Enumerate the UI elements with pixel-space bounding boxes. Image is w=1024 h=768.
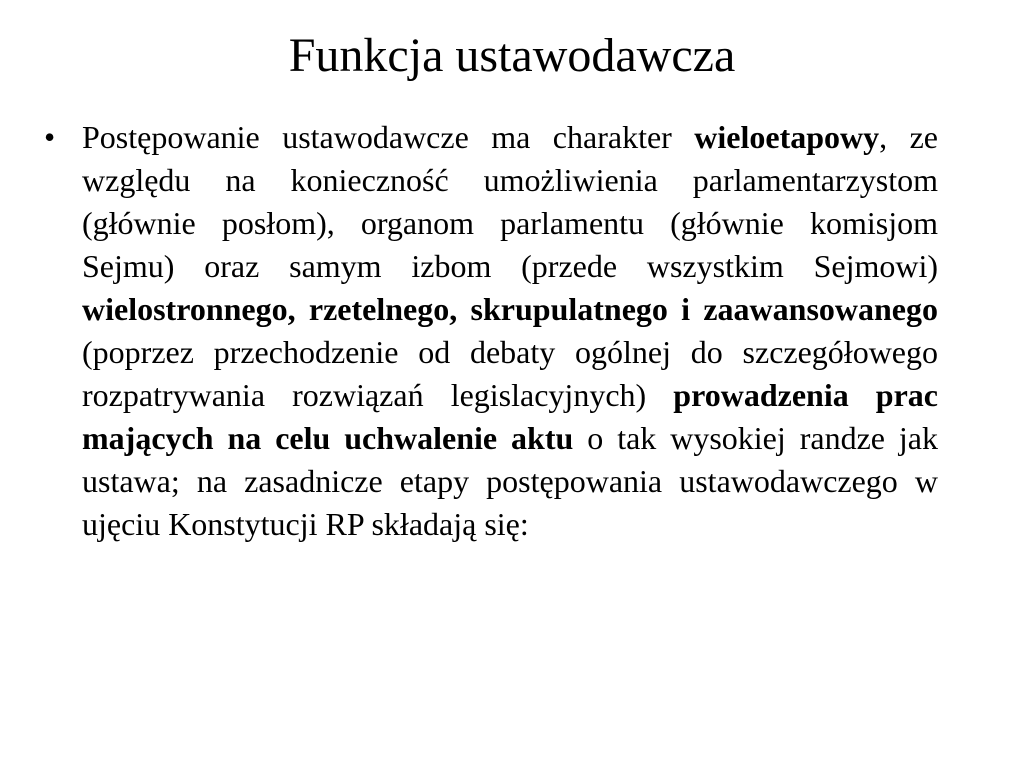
text-segment: o tak wysokiej randze jak ustawa; na zasadnicze etapy postępowania ustawodawczego w ujęciu Konstytucji RP składają się: (82, 420, 939, 542)
text-segment: (poprzez przechodzenie od debaty ogólnej do szczegółowego rozpatrywania rozwiązań legislacyjnych) (82, 334, 938, 413)
bullet-list (44, 116, 938, 546)
text-segment: , ze względu na konieczność umożliwienia parlamentarzystom (głównie posłom), organom parlamentu (głównie komisjom Sejmu) oraz samym izbom (przede wszystkim Sejmowi) (82, 119, 939, 284)
bold-text-segment: wielostronnego, rzetelnego, skrupulatnego i zaawansowanego (82, 291, 938, 327)
bullet-text (82, 116, 938, 546)
bold-text-segment: wieloetapowy (694, 119, 880, 155)
text-segment: Postępowanie ustawodawcze ma charakter (82, 119, 695, 155)
bullet-item (44, 116, 938, 546)
slide-title: Funkcja ustawodawcza (288, 29, 736, 82)
bullet-marker: • (44, 119, 56, 155)
bold-text-segment: prowadzenia prac mających na celu uchwalenie aktu (82, 377, 939, 456)
